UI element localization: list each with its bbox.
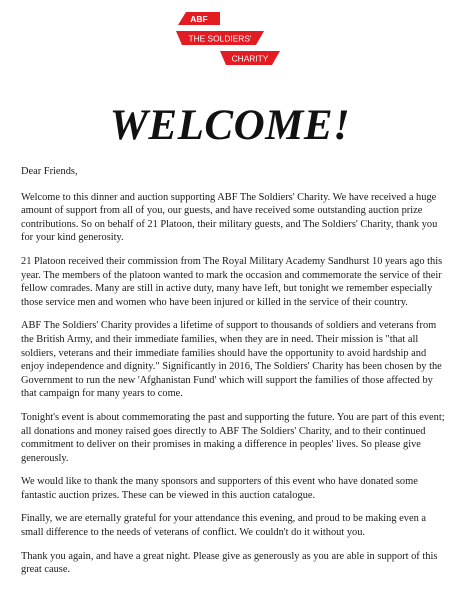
paragraph-charity-mission: ABF The Soldiers' Charity provides a lifetime of support to thousands of soldiers and veterans from the British Army, and their immediate families, when they are in need. Their mission is "that all soldiers, veterans and their immediate families should have the opportunity to avoid hardship and enjoy independence and dignity." Significantly in 2016, The Soldiers' Charity has been chosen by the Government to run the new 'Afghanistan Fund' which will support the families of those affected by that campaign for many years to come. xyxy=(21,320,442,400)
abf-logo-graphic xyxy=(176,12,280,70)
logo-text-charity: CHARITY xyxy=(231,53,269,64)
paragraph-platoon: 21 Platoon received their commission from The Royal Military Academy Sandhurst 10 years ago this year. The members of the platoon wanted to mark the occasion and commemorate the service of their fellow comrades. Many are still in active duty, many have left, but tonight we remember especially those service men and women who have been injured or killed in the service of their country. xyxy=(21,255,443,308)
welcome-letter xyxy=(21,165,445,587)
paragraph-sponsors: We would like to thank the many sponsors and supporters of this event who have donated some fantastic auction prizes. These can be viewed in this auction catalogue. xyxy=(21,476,418,501)
logo-text-soldiers: THE SOLDIERS' xyxy=(188,33,252,44)
paragraph-closing: Thank you again, and have a great night. Please give as generously as you are able in support of this great cause. xyxy=(21,550,438,576)
page-title: WELCOME! xyxy=(109,102,351,149)
logo-text-abf: ABF xyxy=(190,14,208,24)
paragraph-tonights-event: Tonight's event is about commemorating the past and supporting the future. You are part of this event; all donations and money raised goes directly to ABF The Soldiers' Charity, and to their continued commitment to deliver on their promises in making a difference in peoples' lives. So please give generously. xyxy=(21,411,445,464)
charity-logo xyxy=(176,12,280,70)
salutation: Dear Friends, xyxy=(21,166,78,177)
paragraph-intro: Welcome to this dinner and auction supporting ABF The Soldiers' Charity. We have received a huge amount of support from all of you, our guests, and have received some outstanding auction prize contributions. So on behalf of 21 Platoon, their military guests, and The Soldiers' Charity, thank you for your kind generosity. xyxy=(21,191,438,244)
paragraph-gratitude: Finally, we are eternally grateful for your attendance this evening, and proud to be making even a small difference to the needs of veterans of conflict. We couldn't do it without you. xyxy=(21,513,426,539)
